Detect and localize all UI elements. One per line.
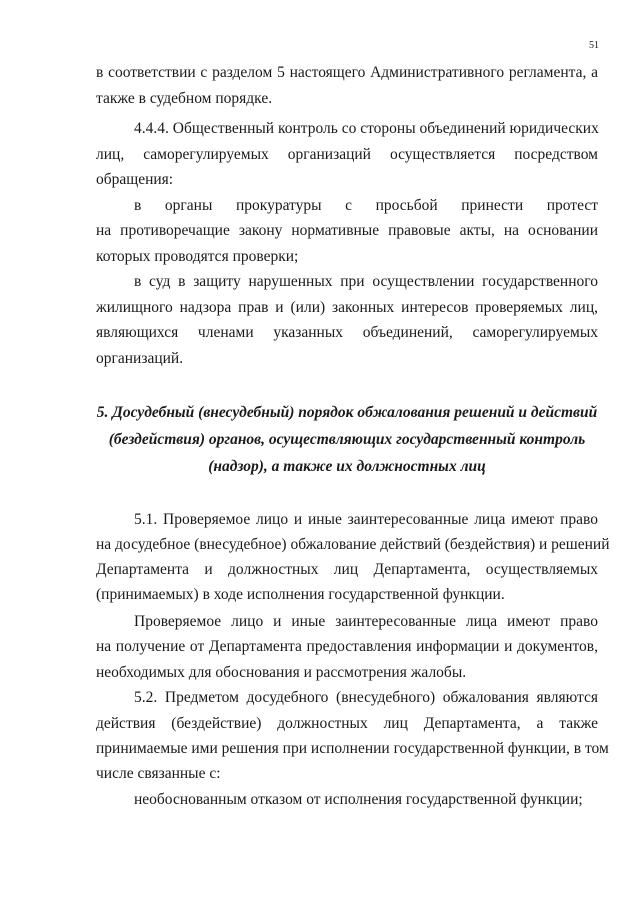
page-number: 51 bbox=[589, 40, 599, 51]
section-heading: 5. Досудебный (внесудебный) порядок обжалования решений и действий bbox=[96, 404, 598, 421]
text-line: обращения: bbox=[96, 171, 174, 188]
text-line: на досудебное (внесудебное) обжалование действий (бездействия) и решений bbox=[96, 536, 610, 553]
text-line: действия (бездействие) должностных лиц Департамента, а также bbox=[96, 715, 598, 732]
text-line: необоснованным отказом от исполнения государственной функции; bbox=[134, 791, 583, 808]
text-line: (принимаемых) в ходе исполнения государственной функции. bbox=[96, 586, 505, 603]
text-line: 4.4.4. Общественный контроль со стороны объединений юридических bbox=[134, 120, 599, 137]
text-line: принимаемые ими решения при исполнении государственной функции, в том bbox=[96, 740, 609, 757]
text-line: числе связанные с: bbox=[96, 765, 221, 782]
text-line: необходимых для обоснования и рассмотрения жалобы. bbox=[96, 664, 467, 681]
text-line: также в судебном порядке. bbox=[96, 90, 273, 107]
text-line: являющихся членами указанных объединений, саморегулируемых bbox=[96, 324, 598, 341]
text-line: Проверяемое лицо и иные заинтересованные лица имеют право bbox=[134, 613, 598, 630]
text-line: 5.2. Предметом досудебного (внесудебного) обжалования являются bbox=[134, 689, 598, 706]
text-line: в суд в защиту нарушенных при осуществлении государственного bbox=[134, 273, 598, 290]
section-heading: (бездействия) органов, осуществляющих государственный контроль bbox=[108, 431, 586, 448]
text-line: в органы прокуратуры с просьбой принести протест bbox=[134, 197, 598, 214]
text-line: организаций. bbox=[96, 350, 184, 367]
text-line: которых проводятся проверки; bbox=[96, 248, 299, 265]
section-heading: (надзор), а также их должностных лиц bbox=[208, 458, 486, 475]
text-line: 5.1. Проверяемое лицо и иные заинтересованные лица имеют право bbox=[134, 511, 598, 528]
text-line: в соответствии с разделом 5 настоящего Административного регламента, а bbox=[96, 64, 598, 81]
text-line: лиц, саморегулируемых организаций осуществляется посредством bbox=[96, 146, 598, 163]
text-line: жилищного надзора прав и (или) законных интересов проверяемых лиц, bbox=[96, 299, 598, 316]
text-line: на получение от Департамента предоставления информации и документов, bbox=[96, 638, 598, 655]
text-line: Департамента и должностных лиц Департамента, осуществляемых bbox=[96, 561, 598, 578]
text-line: на противоречащие закону нормативные правовые акты, на основании bbox=[96, 222, 598, 239]
